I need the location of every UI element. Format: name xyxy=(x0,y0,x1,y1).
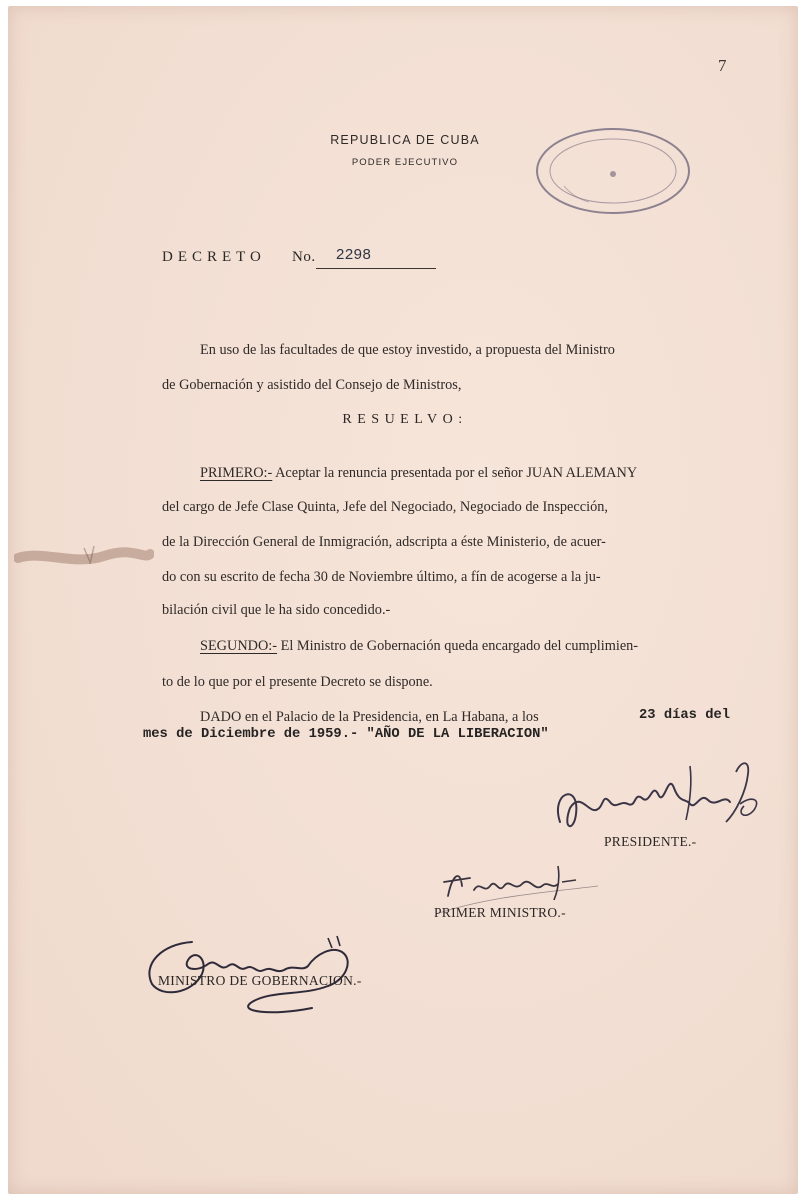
dado-line-2: mes de Diciembre de 1959.- "AÑO DE LA LIBERACION" xyxy=(143,727,549,742)
primero-line-2: del cargo de Jefe Clase Quinta, Jefe del Negociado, Negociado de Inspección, xyxy=(162,499,608,515)
primero-line-4: do con su escrito de fecha 30 de Noviembre último, a fín de acogerse a la ju- xyxy=(162,569,601,585)
page-number: 7 xyxy=(718,56,727,75)
intro-line-1: En uso de las facultades de que estoy investido, a propuesta del Ministro xyxy=(200,342,615,358)
primero-line-3: de la Dirección General de Inmigración, adscripta a éste Ministerio, de acuer- xyxy=(162,534,606,550)
decree-label: DECRETO xyxy=(162,249,266,265)
presidente-title: PRESIDENTE.- xyxy=(604,834,697,849)
fold-smudge xyxy=(14,540,154,574)
decree-number: 2298 xyxy=(336,246,372,263)
primero-line-5: bilación civil que le ha sido concedido.- xyxy=(162,602,391,618)
segundo-line-2: to de lo que por el presente Decreto se dispone. xyxy=(162,674,433,690)
segundo-heading: SEGUNDO:- xyxy=(200,638,278,654)
primer-ministro-title: PRIMER MINISTRO.- xyxy=(434,905,566,920)
resuelvo-heading: RESUELVO: xyxy=(342,412,468,427)
dado-typed-date: 23 días del xyxy=(639,708,731,723)
header-executive: PODER EJECUTIVO xyxy=(351,157,459,168)
primero-line-1 xyxy=(200,465,734,482)
ministro-gobernacion-title: MINISTRO DE GOBERNACION.- xyxy=(158,973,362,988)
segundo-line-1 xyxy=(200,638,734,655)
decree-no-label: No. xyxy=(292,249,316,265)
intro-line-2: de Gobernación y asistido del Consejo de Ministros, xyxy=(162,377,462,393)
decree-number-underline xyxy=(316,268,436,269)
dado-line-1: DADO en el Palacio de la Presidencia, en La Habana, a los xyxy=(200,709,539,725)
segundo-text-1: El Ministro de Gobernación queda encargado del cumplimien- xyxy=(280,638,639,654)
primero-heading: PRIMERO:- xyxy=(200,465,273,481)
header-republic: REPUBLICA DE CUBA xyxy=(330,133,480,147)
oval-seal-stamp xyxy=(534,126,692,216)
primero-text-1: Aceptar la renuncia presentada por el señor JUAN ALEMANY xyxy=(275,465,638,481)
